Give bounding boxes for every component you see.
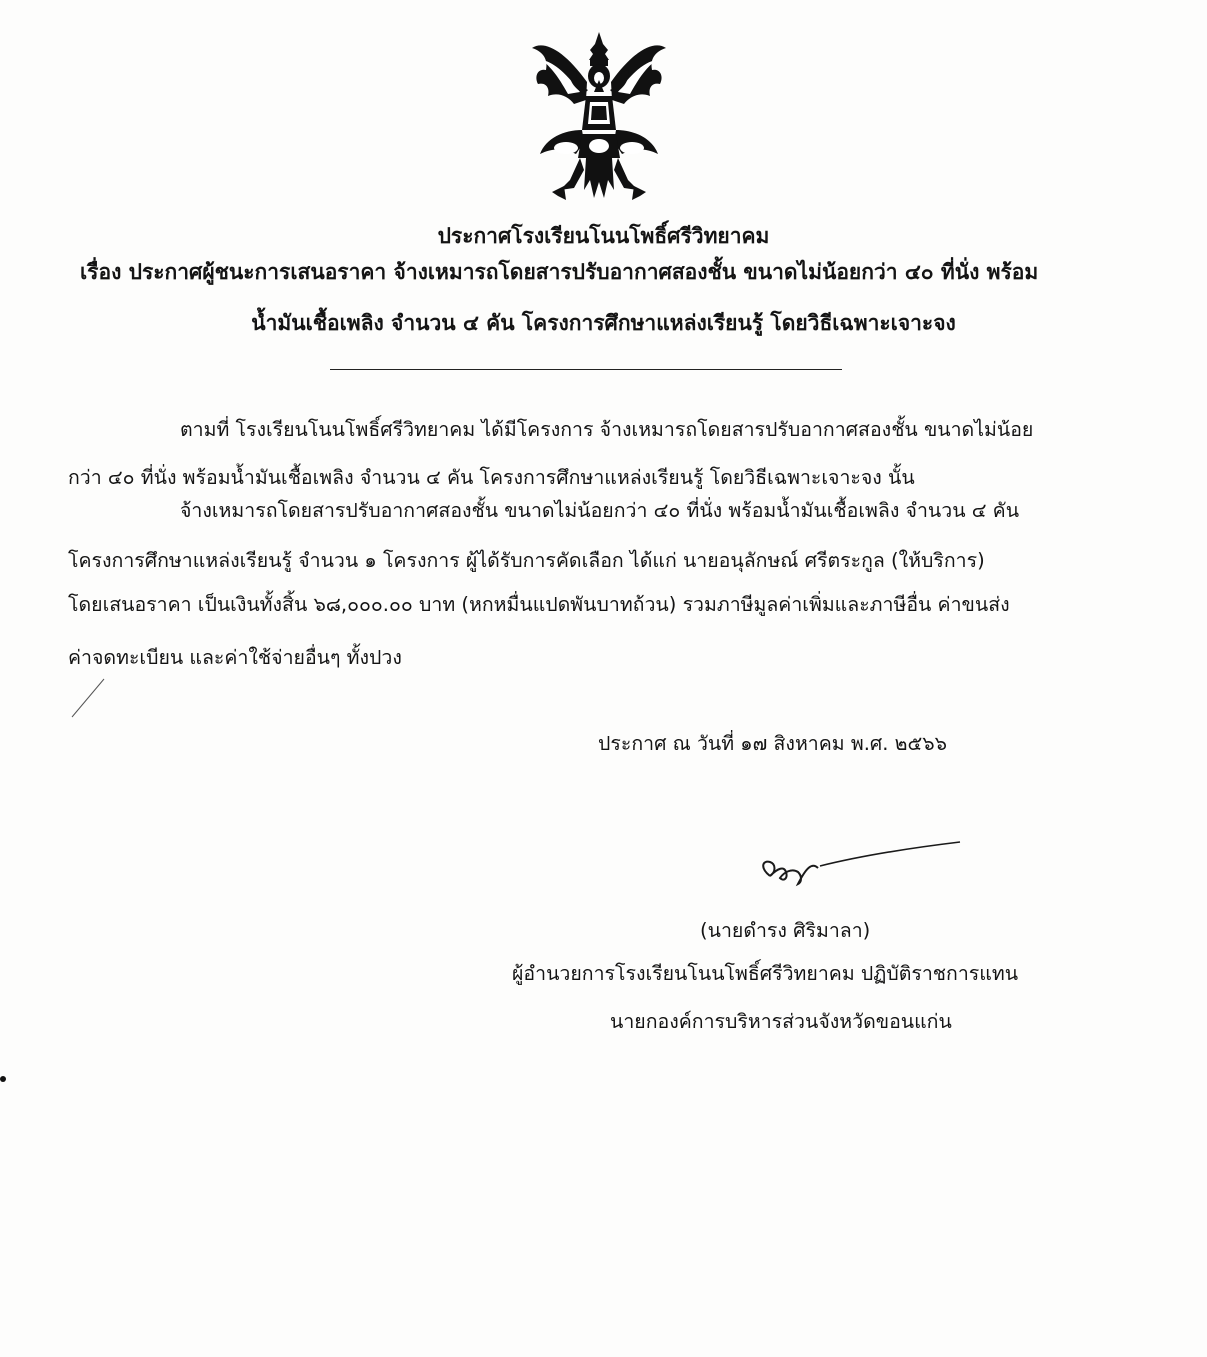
pen-mark [68,675,108,720]
signatory-position-2: นายกองค์การบริหารส่วนจังหวัดขอนแก่น [610,1010,952,1033]
paragraph-2-line-4: ค่าจดทะเบียน และค่าใช้จ่ายอื่นๆ ทั้งปวง [68,646,402,669]
paragraph-2-line-1: จ้างเหมารถโดยสารปรับอากาศสองชั้น ขนาดไม่น้อยกว่า ๔๐ ที่นั่ง พร้อมน้ำมันเชื้อเพลิง จำนวน ๔ คัน [180,499,1020,522]
paragraph-1-line-1: ตามที่ โรงเรียนโนนโพธิ์ศรีวิทยาคม ได้มีโครงการ จ้างเหมารถโดยสารปรับอากาศสองชั้น ขนาดไม่น้อย [180,418,1034,441]
paragraph-2-line-3: โดยเสนอราคา เป็นเงินทั้งสิ้น ๖๘,๐๐๐.๐๐ บาท (หกหมื่นแปดพันบาทถ้วน) รวมภาษีมูลค่าเพิ่มและภาษีอื่น ค่าขนส่ง [68,593,1010,616]
subject-line-2: น้ำมันเชื้อเพลิง จำนวน ๔ คัน โครงการศึกษาแหล่งเรียนรู้ โดยวิธีเฉพาะเจาะจง [251,311,956,335]
title-divider [330,369,842,370]
handwritten-signature [750,838,965,894]
paragraph-2-line-2: โครงการศึกษาแหล่งเรียนรู้ จำนวน ๑ โครงการ ผู้ได้รับการคัดเลือก ได้แก่ นายอนุลักษณ์ ศรีตระกูล (ให้บริการ) [68,549,985,572]
margin-dot [0,1076,6,1082]
document-title: ประกาศโรงเรียนโนนโพธิ์ศรีวิทยาคม [437,224,770,248]
signatory-name: (นายดำรง ศิริมาลา) [700,919,871,942]
announcement-date: ประกาศ ณ วันที่ ๑๗ สิงหาคม พ.ศ. ๒๕๖๖ [598,732,948,755]
subject-line-1: เรื่อง ประกาศผู้ชนะการเสนอราคา จ้างเหมารถโดยสารปรับอากาศสองชั้น ขนาดไม่น้อยกว่า ๔๐ ที่นั่ง พร้อม [80,260,1039,284]
signatory-position-1: ผู้อำนวยการโรงเรียนโนนโพธิ์ศรีวิทยาคม ปฏิบัติราชการแทน [512,962,1019,985]
garuda-emblem-icon [524,30,674,202]
paragraph-1-line-2: กว่า ๔๐ ที่นั่ง พร้อมน้ำมันเชื้อเพลิง จำนวน ๔ คัน โครงการศึกษาแหล่งเรียนรู้ โดยวิธีเฉพาะเจาะจง นั้น [68,466,915,489]
